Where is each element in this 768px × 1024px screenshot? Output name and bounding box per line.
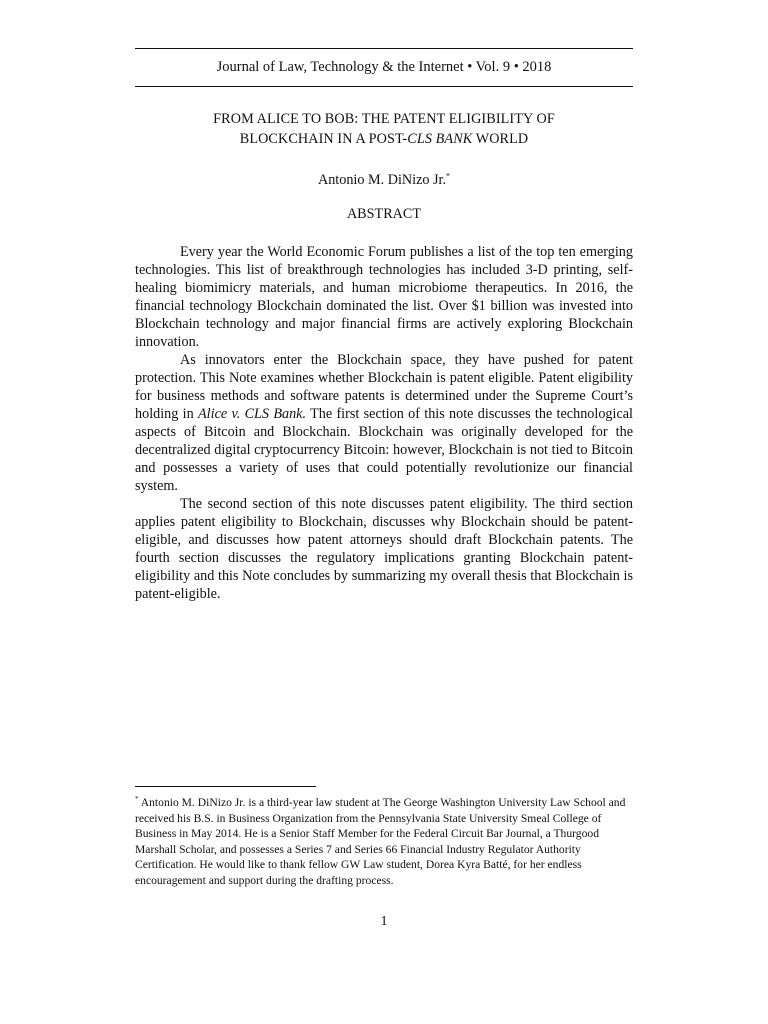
case-citation: Alice v. CLS Bank. <box>198 406 307 422</box>
abstract-paragraph-2 <box>135 351 633 495</box>
abstract-paragraph-1: Every year the World Economic Forum publishes a list of the top ten emerging technologies. This list of breakthrough technologies has included 3-D printing, self-healing biomimicry materials, and human microbiome therapeutics. In 2016, the financial technology Blockchain dominated the list. Over $1 billion was invested into Blockchain technology and major financial firms are actively exploring Blockchain innovation. <box>135 244 633 350</box>
title-line-1: FROM ALICE TO BOB: THE PATENT ELIGIBILITY OF <box>213 111 555 127</box>
title-line-2-prefix: BLOCKCHAIN IN A POST- <box>239 131 408 147</box>
author-footnote <box>135 795 633 889</box>
author-footnote-mark: * <box>446 171 451 181</box>
journal-header: Journal of Law, Technology & the Internet • Vol. 9 • 2018 <box>216 59 552 75</box>
page-body <box>135 48 633 603</box>
footnote-mark: * <box>135 795 139 804</box>
page-number: 1 <box>380 914 388 929</box>
header-rule-top <box>135 48 633 49</box>
abstract-p2-after: The first section of this note discusses the technological aspects of Bitcoin and Blockchain. Blockchain was originally developed for the decentralized digital cryptocurrency Bitcoin: however, Blockchain is not tied to Bitcoin and possesses a variety of uses that could potentially revolutionize our financial system. <box>135 406 633 494</box>
abstract-paragraph-3: The second section of this note discusses patent eligibility. The third section applies patent eligibility to Blockchain, discusses why Blockchain should be patent-eligible, and discusses how patent attorneys should draft Blockchain patents. The fourth section discusses the regulatory implications granting Blockchain patent-eligibility and this Note concludes by summarizing my overall thesis that Blockchain is patent-eligible. <box>135 496 633 602</box>
author-name: Antonio M. DiNizo Jr. <box>317 172 447 188</box>
author-line <box>135 171 633 189</box>
article-title <box>135 109 633 149</box>
title-line-2-suffix: WORLD <box>472 131 529 147</box>
title-line-2-italic: CLS BANK <box>407 131 473 147</box>
footnote-text: Antonio M. DiNizo Jr. is a third-year law student at The George Washington University Law School and received his B.S. in Business Organization from the Pennsylvania State University Smeal College of Business in May 2014. He is a Senior Staff Member for the Federal Circuit Bar Journal, a Thurgood Marshall Scholar, and possesses a Series 7 and Series 66 Financial Industry Regulator Authority Certification. He would like to thank fellow GW Law student, Dorea Kyra Batté, for her endless encouragement and support during the drafting process. <box>135 796 626 887</box>
abstract-heading: ABSTRACT <box>346 206 422 222</box>
abstract-body <box>135 243 633 603</box>
abstract-p2-before: As innovators enter the Blockchain space, they have pushed for patent protection. This Note examines whether Blockchain is patent eligible. Patent eligibility for business methods and software patents is determined under the Supreme Court’s holding in <box>135 352 633 422</box>
title-line-2 <box>135 129 633 149</box>
header-rule-bottom <box>135 86 633 87</box>
footnote-separator <box>135 786 316 787</box>
